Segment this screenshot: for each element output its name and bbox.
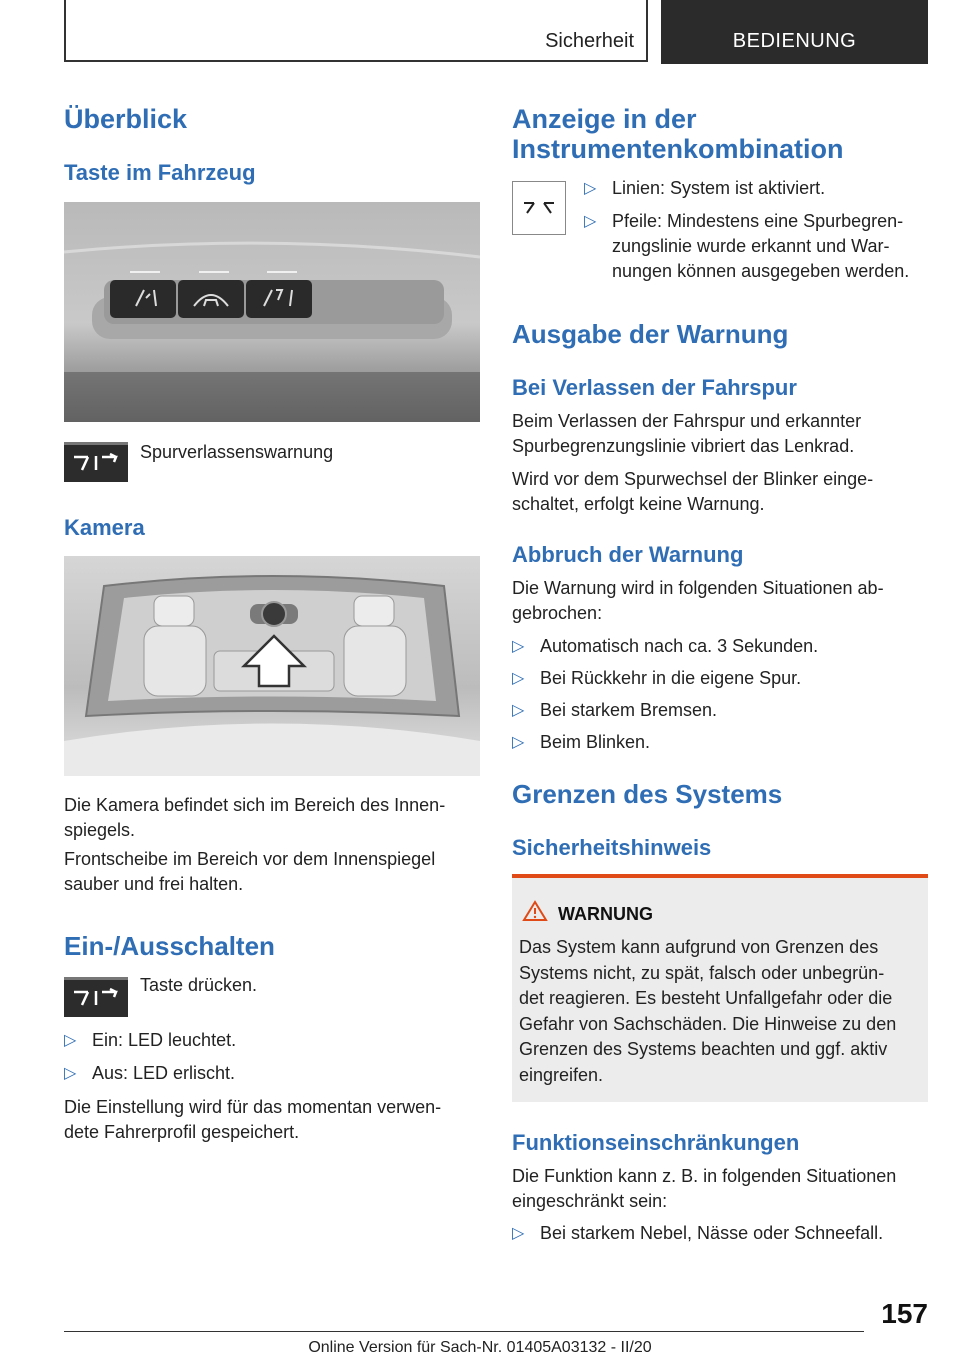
triangle-bullet-icon: ▷ (64, 1065, 77, 1082)
chapter-title: BEDIENUNG (732, 30, 857, 52)
functional-text (512, 1164, 896, 1214)
list-item-text: Ein: LED leuchtet. (92, 1030, 237, 1050)
line: Grenzen des Systems beachten und ggf. aktiv (519, 1039, 888, 1059)
line: Die Warnung wird in folgenden Situationen ab- (512, 578, 884, 598)
triangle-bullet-icon: ▷ (512, 1225, 525, 1242)
list-item-text: Aus: LED erlischt. (92, 1063, 236, 1083)
page-header (64, 0, 928, 64)
line: Die Einstellung wird für das momentan verwen- (64, 1097, 442, 1117)
line: Pfeile: Mindestens eine Spurbegren- (612, 211, 904, 231)
camera-text-2 (64, 847, 435, 897)
onoff-caption: Taste drücken. (140, 975, 258, 995)
triangle-bullet-icon: ▷ (64, 1032, 77, 1049)
line: sauber und frei halten. (64, 874, 244, 894)
list-item-text: Bei starkem Bremsen. (540, 700, 718, 720)
warning-triangle-icon (522, 900, 548, 922)
lane-lines-indicator-icon (512, 181, 566, 235)
line: Die Funktion kann z. B. in folgenden Situationen (512, 1166, 897, 1186)
line: Spurbegrenzungslinie vibriert das Lenkrad. (512, 436, 855, 456)
list-item-text: Beim Blinken. (540, 732, 651, 752)
triangle-bullet-icon: ▷ (584, 213, 597, 230)
chapter-tab (661, 0, 928, 64)
icon-caption: Spurverlassenswarnung (140, 442, 334, 462)
heading-overview: Überblick (64, 104, 188, 134)
line: Anzeige in der (512, 104, 697, 134)
lane-departure-icon (64, 442, 128, 482)
warning-box (512, 874, 928, 1102)
line: dete Fahrerprofil gespeichert. (64, 1122, 300, 1142)
warning-title: WARNUNG (558, 904, 653, 924)
list-item-text: Linien: System ist aktiviert. (612, 178, 826, 198)
warning-text (519, 935, 896, 1088)
line: schaltet, erfolgt keine Warnung. (512, 494, 765, 514)
heading-warning-output: Ausgabe der Warnung (512, 319, 789, 349)
list-item-text: Bei Rückkehr in die eigene Spur. (540, 668, 802, 688)
line: Die Kamera befindet sich im Bereich des Innen- (64, 795, 446, 815)
heading-button-in-vehicle: Taste im Fahrzeug (64, 160, 256, 185)
line: Instrumentenkombination (512, 134, 844, 164)
triangle-bullet-icon: ▷ (512, 734, 525, 751)
heading-safety-note: Sicherheitshinweis (512, 835, 712, 860)
setting-text (64, 1095, 441, 1145)
line: Gefahr von Sachschäden. Die Hinweise zu den (519, 1013, 897, 1034)
leave-text-2 (512, 467, 873, 517)
line: nungen können ausgegeben werden. (612, 261, 910, 281)
line: Das System kann aufgrund von Grenzen des (519, 937, 879, 957)
heading-functional-limits: Funktionseinschränkungen (512, 1130, 800, 1155)
line: eingeschränkt sein: (512, 1191, 668, 1211)
line: Frontscheibe im Bereich vor dem Innenspiegel (64, 849, 436, 869)
list-item-text: Automatisch nach ca. 3 Sekunden. (540, 636, 819, 656)
heading-cancel-warning: Abbruch der Warnung (512, 542, 744, 567)
heading-system-limits: Grenzen des Systems (512, 779, 783, 809)
triangle-bullet-icon: ▷ (584, 180, 597, 197)
list-item-text: Bei starkem Nebel, Nässe oder Schneefall. (540, 1223, 884, 1243)
cancel-text (512, 576, 884, 626)
camera-location-photo (64, 556, 480, 776)
line: zungslinie wurde erkannt und War- (612, 236, 890, 256)
button-panel-photo (64, 202, 480, 422)
section-tab (64, 0, 648, 62)
footer-text: Online Version für Sach-Nr. 01405A03132 - II/20 (308, 1339, 652, 1356)
camera-text-1 (64, 793, 445, 843)
line: spiegels. (64, 820, 136, 840)
heading-leaving-lane: Bei Verlassen der Fahrspur (512, 375, 797, 400)
heading-camera: Kamera (64, 515, 145, 540)
section-title: Sicherheit (545, 30, 634, 52)
triangle-bullet-icon: ▷ (512, 702, 525, 719)
triangle-bullet-icon: ▷ (512, 670, 525, 687)
line: Wird vor dem Spurwechsel der Blinker einge- (512, 469, 874, 489)
leave-text-1 (512, 409, 861, 459)
line: eingreifen. (519, 1064, 604, 1085)
line: gebrochen: (512, 603, 603, 623)
triangle-bullet-icon: ▷ (512, 638, 525, 655)
lane-departure-button-icon (64, 977, 128, 1017)
line: det reagieren. Es besteht Unfallgefahr oder die (519, 988, 893, 1008)
line: Beim Verlassen der Fahrspur und erkannter (512, 411, 862, 431)
footer-divider (64, 1331, 864, 1332)
heading-instrument-display (512, 104, 844, 164)
page-number: 157 (881, 1298, 928, 1329)
list-item-text (612, 209, 909, 284)
heading-on-off: Ein-/Ausschalten (64, 931, 275, 961)
line: Systems nicht, zu spät, falsch oder unbegrün- (519, 962, 885, 983)
